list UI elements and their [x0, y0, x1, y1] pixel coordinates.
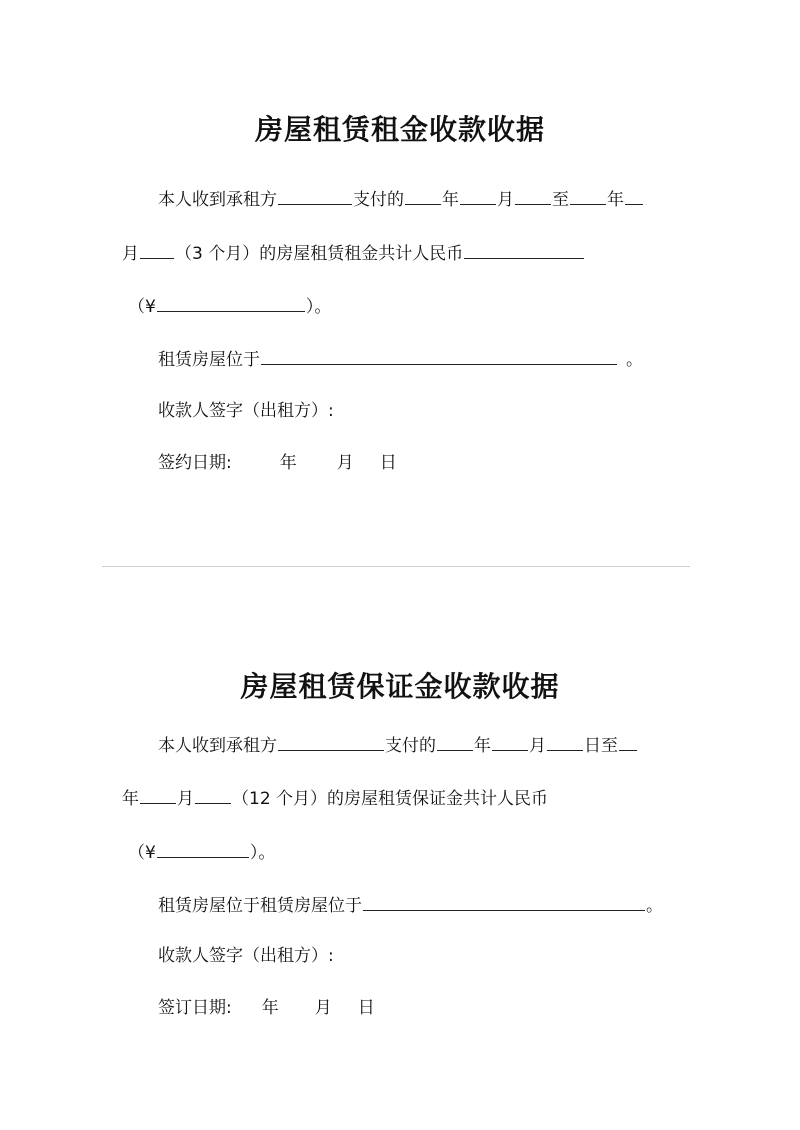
receipt2-title: 房屋租赁保证金收款收据	[240, 670, 560, 703]
receipt1-l4-text-b: 。	[626, 350, 643, 370]
receipt1-l1-text-c: 年	[442, 190, 459, 210]
receipt1-l1-text-e: 至	[552, 190, 569, 210]
section-divider	[102, 566, 690, 567]
receipt2-date-month: 月	[314, 998, 332, 1018]
receipt2-l2-text-a: 年	[122, 789, 139, 809]
deposit-end-month-blank[interactable]	[140, 785, 176, 804]
receipt2-l1-text-e: 日至	[584, 736, 618, 756]
receipt2-line6	[158, 996, 375, 1020]
receipt1-date-label: 签约日期:	[158, 453, 232, 473]
end-year-blank[interactable]	[570, 186, 606, 205]
deposit-end-day-blank[interactable]	[195, 785, 231, 804]
receipt2-l3-text-a: （¥	[128, 843, 156, 863]
receipt2-line1	[158, 732, 638, 758]
start-month-blank[interactable]	[460, 186, 496, 205]
receipt1-date-month: 月	[336, 453, 354, 473]
deposit-start-month-blank[interactable]	[492, 732, 528, 751]
tenant-name-blank[interactable]	[278, 186, 352, 205]
receipt1-date-year: 年	[279, 453, 297, 473]
receipt1-l2-text-a: 月	[122, 244, 139, 264]
receipt1-title: 房屋租赁租金收款收据	[254, 113, 545, 146]
receipt2-l2-text-c: （12 个月）的房屋租赁保证金共计人民币	[232, 789, 549, 809]
property-address-blank[interactable]	[261, 346, 617, 365]
receipt2-line3	[128, 839, 275, 865]
receipt2-l1-text-b: 支付的	[385, 736, 436, 756]
receipt1-l1-text-d: 月	[497, 190, 514, 210]
receipt1-l1-text-f: 年	[607, 190, 624, 210]
receipt2-date-day: 日	[357, 998, 375, 1018]
receipt2-date-year: 年	[261, 998, 279, 1018]
receipt1-l4-text-a: 租赁房屋位于	[158, 350, 260, 370]
deposit-amount-number-blank[interactable]	[157, 839, 249, 858]
receipt2-l1-text-a: 本人收到承租方	[158, 736, 277, 756]
deposit-tenant-name-blank[interactable]	[278, 732, 384, 751]
receipt2-l3-text-b: ）。	[249, 843, 276, 863]
receipt2-l1-text-d: 月	[529, 736, 546, 756]
deposit-start-year-blank[interactable]	[437, 732, 473, 751]
receipt2-line2	[122, 785, 548, 811]
receipt1-line6	[158, 451, 397, 475]
deposit-start-day-blank[interactable]	[547, 732, 583, 751]
receipt2-l1-text-c: 年	[474, 736, 491, 756]
receipt2-line5: 收款人签字（出租方）:	[158, 946, 334, 966]
receipt2-line4	[158, 892, 663, 918]
receipt1-l3-text-a: （¥	[128, 297, 156, 317]
rent-amount-words-blank[interactable]	[464, 240, 584, 259]
receipt1-l2-text-b: （3 个月）的房屋租赁租金共计人民币	[175, 244, 464, 264]
deposit-end-year-blank-start[interactable]	[619, 732, 637, 751]
start-day-blank[interactable]	[515, 186, 551, 205]
receipt1-l1-text-b: 支付的	[353, 190, 404, 210]
start-year-blank[interactable]	[405, 186, 441, 205]
receipt2-l2-text-b: 月	[177, 789, 194, 809]
receipt1-l3-text-b: ）。	[305, 297, 332, 317]
rent-amount-number-blank[interactable]	[157, 293, 305, 312]
receipt1-line5: 收款人签字（出租方）:	[158, 401, 334, 421]
receipt2-l4-text-b: 。	[646, 896, 663, 916]
receipt1-line3	[128, 293, 331, 319]
end-day-blank[interactable]	[140, 240, 174, 259]
receipt2-l4-text-a: 租赁房屋位于租赁房屋位于	[158, 896, 362, 916]
receipt1-line1	[158, 186, 644, 212]
receipt1-l1-text-a: 本人收到承租方	[158, 190, 277, 210]
receipt2-date-label: 签订日期:	[158, 998, 232, 1018]
deposit-property-address-blank[interactable]	[363, 892, 645, 911]
end-month-blank-start[interactable]	[625, 186, 643, 205]
receipt1-date-day: 日	[379, 453, 397, 473]
receipt1-line4	[158, 346, 643, 372]
receipt1-line2	[122, 240, 585, 266]
